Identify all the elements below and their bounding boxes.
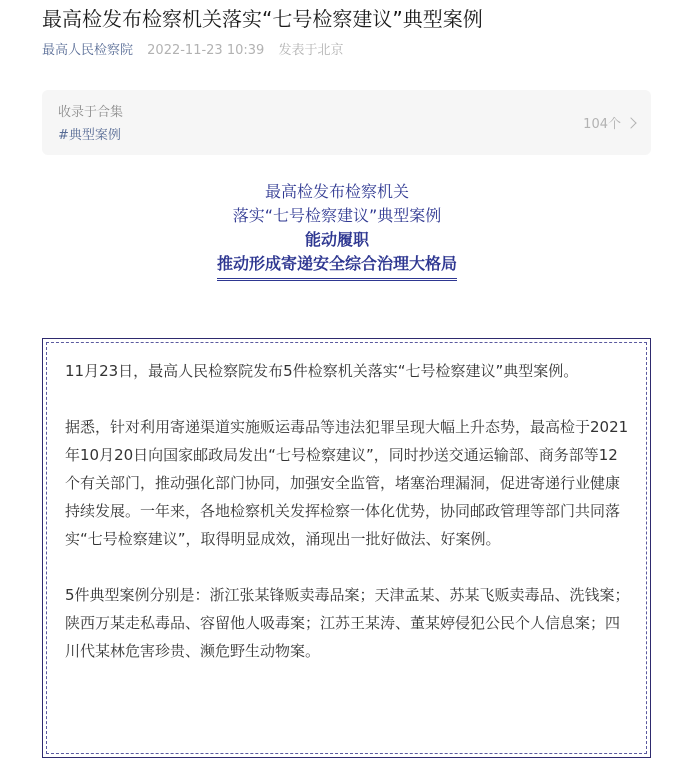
collection-count-text: 104个 — [583, 117, 621, 132]
paragraph-2: 据悉，针对利用寄递渠道实施贩运毒品等违法犯罪呈现大幅上升态势，最高检于2021年10月20日向国家邮政局发出“七号检察建议”，同时抄送交通运输部、商务部等12个有关部门，推动强化部门协同，加强安全监管，堵塞治理漏洞，促进寄递行业健康持续发展。一年来，各地检察机关发挥检察一体化优势，协同邮政管理等部门共同落实“七号检察建议”，取得明显成效，涌现出一批好做法、好案例。 — [65, 418, 629, 548]
article-meta — [42, 42, 343, 60]
collection-count[interactable] — [583, 113, 635, 132]
collection-card[interactable] — [42, 90, 651, 155]
content-text — [65, 357, 631, 693]
content-box — [42, 338, 651, 758]
chevron-right-icon — [625, 117, 636, 128]
headline-block — [0, 180, 674, 281]
headline-line-2: 落实“七号检察建议”典型案例 — [232, 206, 442, 225]
paragraph-3: 5件典型案例分别是：浙江张某锋贩卖毒品案；天津孟某、苏某飞贩卖毒品、洗钱案；陕西万某走私毒品、容留他人吸毒案；江苏王某涛、董某婷侵犯公民个人信息案；四川代某林危害珍贵、濒危野生动物案。 — [65, 586, 630, 660]
account-name-link[interactable]: 最高人民检察院 — [42, 43, 134, 58]
collection-label: 收录于合集 — [58, 105, 124, 120]
publish-datetime: 2022-11-23 10:39 — [147, 43, 265, 58]
headline-line-1: 最高检发布检察机关 — [264, 182, 409, 201]
article-title: 最高检发布检察机关落实“七号检察建议”典型案例 — [42, 7, 483, 31]
paragraph-1: 11月23日，最高人民检察院发布5件检察机关落实“七号检察建议”典型案例。 — [65, 362, 579, 380]
headline-line-4: 推动形成寄递安全综合治理大格局 — [217, 252, 457, 281]
headline-line-3: 能动履职 — [304, 230, 369, 249]
collection-tag-link[interactable]: #典型案例 — [58, 128, 121, 143]
publish-location: 发表于北京 — [278, 43, 344, 58]
